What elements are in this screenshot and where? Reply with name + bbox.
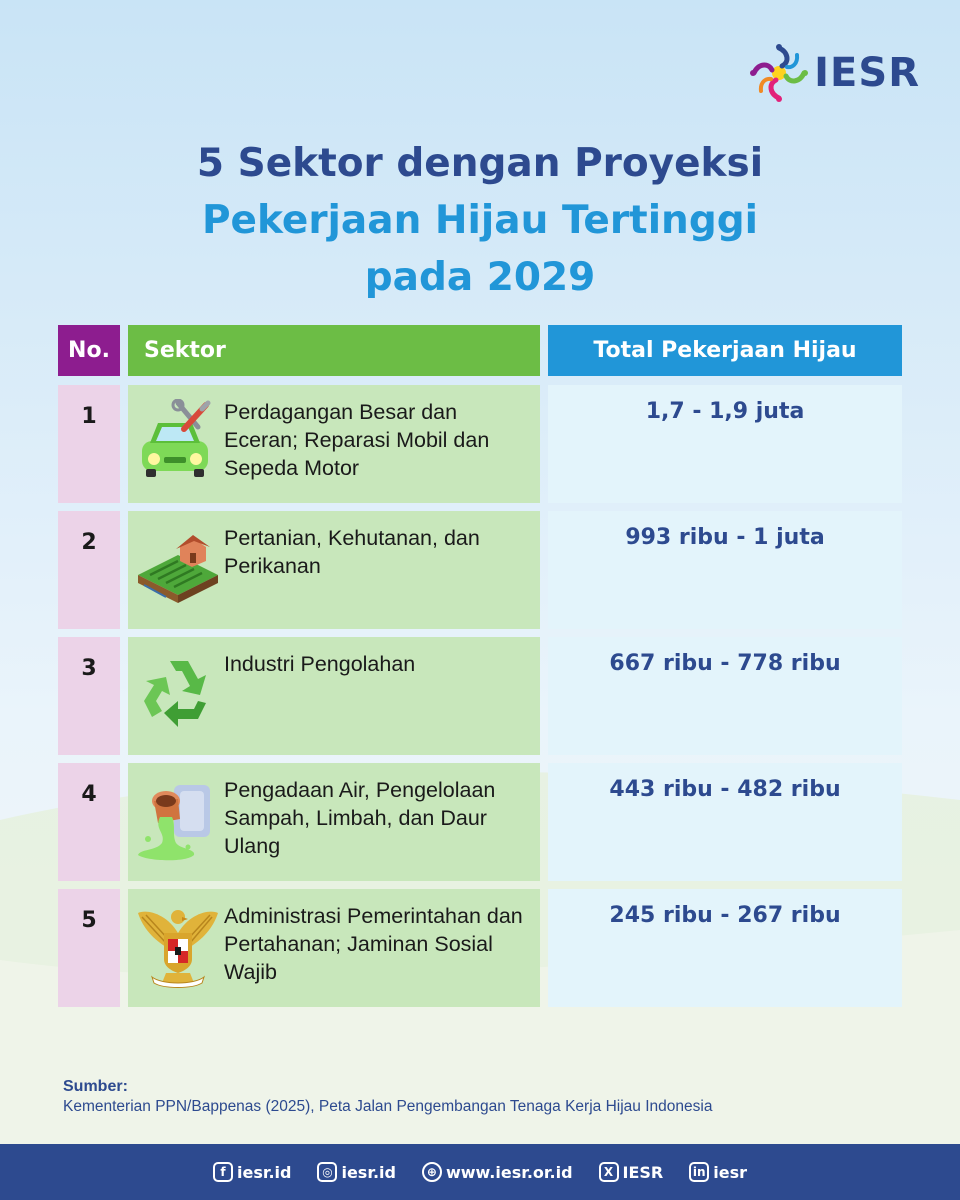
row-number: 5 [58,889,120,1007]
x-icon: X [599,1162,619,1182]
table-row [58,889,902,1007]
footer-bar [0,1144,960,1200]
source-label: Sumber: [63,1078,128,1095]
table-row [58,763,902,881]
row-number: 1 [58,385,120,503]
footer-website-link[interactable] [422,1162,573,1182]
instagram-icon: ◎ [317,1162,337,1182]
source-note [63,1078,712,1116]
globe-icon: ⊕ [422,1162,442,1182]
row-total: 667 ribu - 778 ribu [548,637,902,755]
facebook-icon: f [213,1162,233,1182]
footer-label: IESR [622,1162,664,1182]
row-total: 245 ribu - 267 ribu [548,889,902,1007]
waste-pipe-icon [136,777,220,865]
sector-name: Pengadaan Air, Pengelolaan Sampah, Limbah, dan Daur Ulang [224,778,496,858]
footer-label: iesr.id [236,1162,292,1182]
sector-name: Pertanian, Kehutanan, dan Perikanan [224,526,480,578]
row-sector [128,889,540,1007]
iesr-logo-icon [748,42,810,104]
footer-label: www.iesr.or.id [445,1162,573,1182]
brand-logo [748,42,920,104]
row-number: 4 [58,763,120,881]
row-number: 3 [58,637,120,755]
row-sector [128,763,540,881]
sector-name: Administrasi Pemerintahan dan Pertahanan; Jaminan Sosial Wajib [224,904,523,984]
row-sector [128,385,540,503]
footer-linkedin-link[interactable] [689,1162,747,1182]
footer-label: iesr.id [341,1162,396,1182]
footer-label: iesr [713,1162,747,1182]
row-total: 443 ribu - 482 ribu [548,763,902,881]
title-line-1: 5 Sektor dengan Proyeksi [196,141,764,186]
car-repair-icon [136,399,220,487]
footer-facebook-link[interactable] [213,1162,291,1182]
sector-name: Industri Pengolahan [224,652,416,676]
garuda-emblem-icon [136,903,220,991]
row-sector [128,511,540,629]
footer-instagram-link[interactable] [317,1162,395,1182]
row-sector [128,637,540,755]
table-row [58,511,902,629]
title-line-2: Pekerjaan Hijau Tertinggi [201,198,759,243]
row-number: 2 [58,511,120,629]
row-total: 1,7 - 1,9 juta [548,385,902,503]
farm-house-icon [136,525,220,613]
source-text: Kementerian PPN/Bappenas (2025), Peta Jalan Pengembangan Tenaga Kerja Hijau Indonesia [63,1098,713,1115]
table-row [58,385,902,503]
sector-name: Perdagangan Besar dan Eceran; Reparasi Mobil dan Sepeda Motor [224,400,490,480]
sector-table [58,325,902,1015]
page-title [0,135,960,306]
linkedin-icon: in [689,1162,709,1182]
footer-x-link[interactable] [599,1162,664,1182]
recycle-icon [136,651,220,739]
header-no: No. [58,325,120,376]
header-total: Total Pekerjaan Hijau [548,325,902,376]
title-line-3: pada 2029 [364,255,596,300]
brand-name: IESR [814,50,920,96]
header-sektor: Sektor [128,325,540,376]
table-header [58,325,902,376]
table-row [58,637,902,755]
row-total: 993 ribu - 1 juta [548,511,902,629]
